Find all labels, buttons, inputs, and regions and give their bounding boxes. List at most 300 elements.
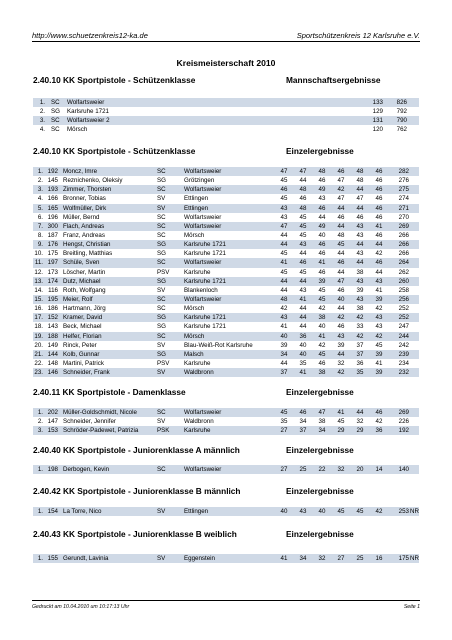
series-score: 41 xyxy=(299,295,307,303)
shooter-name: Martini, Patrick xyxy=(63,359,104,367)
series-score: 43 xyxy=(337,332,345,340)
series-score: 45 xyxy=(299,213,307,221)
result-row xyxy=(33,240,419,249)
section-subtitle: Einzelergebnisse xyxy=(286,445,354,455)
club-class: SV xyxy=(157,418,166,426)
series-score: 22 xyxy=(318,466,326,473)
place: 4. xyxy=(37,195,43,203)
series-score: 44 xyxy=(299,323,307,331)
shooter-name: Roth, Wolfgang xyxy=(63,286,106,294)
individual-results-table xyxy=(33,465,419,474)
club-name: Mörsch xyxy=(184,332,205,340)
series-score: 34 xyxy=(299,555,307,562)
club-class: PSV xyxy=(157,268,170,276)
series-score: 42 xyxy=(318,341,326,349)
place: 1. xyxy=(37,466,43,473)
individual-results-table xyxy=(33,554,419,563)
series-score: 32 xyxy=(337,466,345,473)
series-score: 44 xyxy=(337,268,345,276)
start-number: 155 xyxy=(47,555,58,562)
club-name: Eggenstein xyxy=(184,555,215,562)
place: 20. xyxy=(34,341,43,349)
series-score: 35 xyxy=(299,359,307,367)
club-name: Mörsch xyxy=(184,231,205,239)
series-score: 46 xyxy=(337,323,345,331)
series-score: 40 xyxy=(280,332,288,340)
series-score: 44 xyxy=(280,231,288,239)
shooter-name: Kolb, Gunnar xyxy=(63,350,100,358)
series-score: 41 xyxy=(375,286,383,294)
result-row xyxy=(33,213,419,222)
series-score: 27 xyxy=(280,466,288,473)
series-score: 44 xyxy=(337,305,345,313)
result-row xyxy=(33,222,419,231)
series-score: 38 xyxy=(318,418,326,426)
place: 19. xyxy=(34,332,43,340)
start-number: 145 xyxy=(47,177,58,185)
club-name: Karlsruhe 1721 xyxy=(184,323,226,331)
page-header xyxy=(32,29,420,42)
place: 3. xyxy=(39,117,45,125)
series-score: 48 xyxy=(318,168,326,175)
series-score: 43 xyxy=(318,195,326,203)
total-score: 253 xyxy=(398,508,409,515)
series-score: 25 xyxy=(299,466,307,473)
series-score: 27 xyxy=(337,555,345,562)
team-section-subtitle: Mannschaftsergebnisse xyxy=(286,75,381,85)
club-name: Mörsch xyxy=(184,305,205,313)
series-score: 34 xyxy=(318,427,326,435)
series-score: 48 xyxy=(299,204,307,212)
club-class: SC xyxy=(51,126,60,134)
series-score: 43 xyxy=(356,277,364,285)
total-score: 239 xyxy=(398,350,409,358)
place: 11. xyxy=(34,259,43,267)
club-name: Wolfartsweier xyxy=(67,99,105,106)
series-score: 43 xyxy=(356,250,364,258)
result-row xyxy=(33,341,419,350)
series-score: 47 xyxy=(299,168,307,175)
club-name: Karlsruhe 1721 xyxy=(184,241,226,249)
series-score: 42 xyxy=(337,314,345,322)
series-score: 46 xyxy=(337,286,345,294)
place: 1. xyxy=(37,168,43,175)
result-row xyxy=(33,304,419,313)
series-score: 44 xyxy=(356,259,364,267)
club-name: Wolfartsweier xyxy=(184,295,222,303)
shooter-name: Hengst, Christian xyxy=(63,241,111,249)
start-number: 116 xyxy=(48,286,58,294)
series-score: 45 xyxy=(280,195,288,203)
series-score: 46 xyxy=(375,204,383,212)
club-name: Karlsruhe xyxy=(184,427,211,435)
place: 14. xyxy=(34,286,43,294)
shooter-name: Franz, Andreas xyxy=(63,231,105,239)
result-row xyxy=(33,194,419,203)
club-name: Ettlingen xyxy=(184,195,209,203)
series-score: 44 xyxy=(280,277,288,285)
series-score: 48 xyxy=(280,295,288,303)
place: 9. xyxy=(37,241,43,249)
series-score: 42 xyxy=(375,250,383,258)
series-score: 42 xyxy=(356,314,364,322)
result-row xyxy=(33,268,419,277)
club-name: Blau-Weiß-Rot Karlsruhe xyxy=(184,341,253,349)
result-row xyxy=(33,350,419,359)
series-score: 42 xyxy=(280,305,288,313)
start-number: 175 xyxy=(47,250,58,258)
total-score: 762 xyxy=(396,126,407,134)
club-name: Wolfartsweier 2 xyxy=(67,117,110,125)
series-score: 45 xyxy=(299,231,307,239)
series-score: 46 xyxy=(318,268,326,276)
series-score: 43 xyxy=(299,241,307,249)
series-score: 38 xyxy=(318,369,326,377)
series-score: 43 xyxy=(375,277,383,285)
team-results-table xyxy=(33,98,419,135)
start-number: 195 xyxy=(47,295,58,303)
series-score: 44 xyxy=(337,250,345,258)
shooter-name: Derbogen, Kevin xyxy=(63,466,110,473)
place: 22. xyxy=(34,359,43,367)
series-score: 39 xyxy=(375,350,383,358)
series-score: 39 xyxy=(337,341,345,349)
start-number: 154 xyxy=(47,508,58,515)
total-score: 247 xyxy=(398,323,409,331)
shooter-name: Müller, Bernd xyxy=(63,213,100,221)
club-name: Karlsruhe xyxy=(184,359,211,367)
result-row xyxy=(33,507,419,516)
start-number: 188 xyxy=(47,332,58,340)
result-row xyxy=(33,295,419,304)
start-number: 166 xyxy=(47,195,58,203)
section-subtitle: Einzelergebnisse xyxy=(286,486,354,496)
series-score: 43 xyxy=(375,323,383,331)
result-row xyxy=(33,167,419,176)
start-number: 174 xyxy=(47,277,58,285)
shooter-name: Dutz, Michael xyxy=(63,277,101,285)
place: 4. xyxy=(39,126,45,134)
record-mark: NR xyxy=(410,555,419,562)
club-class: SC xyxy=(157,332,166,340)
series-score: 32 xyxy=(356,418,364,426)
result-row xyxy=(33,417,419,426)
series-score: 44 xyxy=(280,241,288,249)
result-row xyxy=(33,258,419,267)
place: 12. xyxy=(34,268,43,276)
club-class: SC xyxy=(157,409,166,416)
club-name: Mörsch xyxy=(67,126,88,134)
start-number: 173 xyxy=(47,268,58,276)
place: 2. xyxy=(39,108,45,116)
footer-print-date: Gedruckt am 10.04.2010 um 10:17:13 Uhr xyxy=(32,604,130,610)
series-score: 41 xyxy=(375,222,383,230)
club-name: Wolfartsweier xyxy=(184,168,222,175)
series-score: 45 xyxy=(337,508,345,515)
series-score: 46 xyxy=(318,250,326,258)
series-score: 32 xyxy=(318,555,326,562)
total-score: 266 xyxy=(398,231,409,239)
team-section-title: 2.40.10 KK Sportpistole - Schützenklasse xyxy=(33,75,196,85)
shooter-name: Schröder-Padewet, Patrizia xyxy=(63,427,139,435)
total-score: 232 xyxy=(398,369,409,377)
shooter-name: Löscher, Martin xyxy=(63,268,106,276)
series-score: 40 xyxy=(318,231,326,239)
series-score: 40 xyxy=(337,295,345,303)
series-score: 48 xyxy=(356,177,364,185)
series-score: 39 xyxy=(280,341,288,349)
series-score: 32 xyxy=(337,359,345,367)
place: 1. xyxy=(39,99,45,106)
start-number: 143 xyxy=(47,323,58,331)
section-title: 2.40.11 KK Sportpistole - Damenklasse xyxy=(33,387,186,397)
shooter-name: Gerundt, Lavinia xyxy=(63,555,109,562)
result-row xyxy=(33,426,419,435)
series-score: 44 xyxy=(280,359,288,367)
result-row xyxy=(33,231,419,240)
club-name: Wolfartsweier xyxy=(184,409,222,416)
series-score: 39 xyxy=(375,369,383,377)
series-score: 36 xyxy=(299,332,307,340)
result-row xyxy=(33,277,419,286)
series-score: 45 xyxy=(299,222,307,230)
shooter-name: Rinck, Peter xyxy=(63,341,97,349)
shooter-name: Moncz, Imre xyxy=(63,168,98,175)
series-score: 43 xyxy=(356,295,364,303)
shooter-name: Helfer, Florian xyxy=(63,332,102,340)
start-number: 153 xyxy=(47,427,58,435)
place: 5. xyxy=(37,204,43,212)
shooter-name: Schüle, Sven xyxy=(63,259,100,267)
club-class: SC xyxy=(157,259,166,267)
series-score: 37 xyxy=(280,369,288,377)
series-score: 45 xyxy=(337,241,345,249)
shooter-name: Bronner, Tobias xyxy=(63,195,106,203)
series-score: 41 xyxy=(337,409,345,416)
start-number: 148 xyxy=(47,359,58,367)
series-score: 44 xyxy=(299,305,307,313)
total-score: 192 xyxy=(398,427,409,435)
place: 7. xyxy=(37,222,43,230)
series-score: 44 xyxy=(375,268,383,276)
club-name: Ettlingen xyxy=(184,204,209,212)
section-subtitle: Einzelergebnisse xyxy=(286,146,354,156)
series-score: 45 xyxy=(356,508,364,515)
header-url: http://www.schuetzenkreis12-ka.de xyxy=(32,31,148,40)
club-class: SC xyxy=(157,222,166,230)
place: 15. xyxy=(34,295,43,303)
start-number: 144 xyxy=(47,350,58,358)
series-score: 29 xyxy=(337,427,345,435)
section-subtitle: Einzelergebnisse xyxy=(286,387,354,397)
series-score: 42 xyxy=(337,186,345,194)
club-class: SC xyxy=(157,231,166,239)
shooter-name: Kramer, David xyxy=(63,314,103,322)
club-name: Malsch xyxy=(184,350,204,358)
series-score: 14 xyxy=(375,466,383,473)
club-class: SC xyxy=(157,466,166,473)
series-score: 36 xyxy=(356,359,364,367)
total-score: 275 xyxy=(398,186,409,194)
result-row xyxy=(33,176,419,185)
place: 21. xyxy=(34,350,43,358)
series-score: 39 xyxy=(318,277,326,285)
start-number: 197 xyxy=(47,259,58,267)
series-score: 29 xyxy=(356,427,364,435)
team-row xyxy=(33,125,419,134)
place: 17. xyxy=(34,314,43,322)
club-name: Karlsruhe 1721 xyxy=(184,250,226,258)
section-subtitle: Einzelergebnisse xyxy=(286,529,354,539)
club-class: SC xyxy=(157,168,166,175)
shooter-name: Reznichenko, Oleksiy xyxy=(63,177,123,185)
shooter-name: La Torre, Nico xyxy=(63,508,102,515)
club-name: Karlsruhe 1721 xyxy=(67,108,109,116)
series-score: 43 xyxy=(299,508,307,515)
place: 2. xyxy=(37,177,43,185)
series-score: 42 xyxy=(337,369,345,377)
place: 1. xyxy=(37,409,43,416)
series-score: 46 xyxy=(375,213,383,221)
club-name: Karlsruhe xyxy=(184,268,211,276)
club-class: SG xyxy=(157,323,166,331)
footer-page-number: Seite 1 xyxy=(403,604,420,610)
series-score: 42 xyxy=(375,332,383,340)
series-score: 41 xyxy=(280,323,288,331)
total-score: 244 xyxy=(398,332,409,340)
series-score: 35 xyxy=(280,418,288,426)
total-score: 270 xyxy=(398,213,409,221)
series-score: 27 xyxy=(280,427,288,435)
shooter-name: Zimmer, Thorsten xyxy=(63,186,112,194)
result-row xyxy=(33,313,419,322)
series-score: 47 xyxy=(356,195,364,203)
series-score: 34 xyxy=(280,350,288,358)
shooter-name: Müller-Goldschmidt, Nicole xyxy=(63,409,137,416)
start-number: 193 xyxy=(47,186,58,194)
series-score: 46 xyxy=(318,359,326,367)
series-score: 43 xyxy=(299,286,307,294)
series-score: 41 xyxy=(280,259,288,267)
series-score: 42 xyxy=(356,332,364,340)
series-score: 44 xyxy=(280,286,288,294)
result-row xyxy=(33,185,419,194)
result-row xyxy=(33,322,419,331)
series-score: 46 xyxy=(375,186,383,194)
series-score: 43 xyxy=(375,314,383,322)
series-score: 45 xyxy=(280,177,288,185)
series-score: 42 xyxy=(375,418,383,426)
club-name: Wolfartsweier xyxy=(184,222,222,230)
series-score: 45 xyxy=(375,341,383,349)
total-score: 260 xyxy=(398,277,409,285)
total-score: 269 xyxy=(398,409,409,416)
total-score: 262 xyxy=(398,268,409,276)
start-number: 196 xyxy=(47,213,58,221)
section-title: 2.40.42 KK Sportpistole - Juniorenklasse B männlich xyxy=(33,486,241,496)
club-name: Wolfartsweier xyxy=(184,213,222,221)
series-score: 43 xyxy=(280,204,288,212)
series-score: 40 xyxy=(280,508,288,515)
start-number: 176 xyxy=(47,241,58,249)
series-score: 40 xyxy=(318,508,326,515)
series-score: 44 xyxy=(318,213,326,221)
series-score: 37 xyxy=(356,350,364,358)
series-score: 49 xyxy=(318,186,326,194)
start-number: 147 xyxy=(47,418,58,426)
place: 16. xyxy=(34,305,43,313)
result-row xyxy=(33,286,419,295)
series-score: 43 xyxy=(280,314,288,322)
series-score: 41 xyxy=(299,369,307,377)
series-score: 33 xyxy=(356,323,364,331)
club-name: Grötzingen xyxy=(184,177,215,185)
series-score: 43 xyxy=(356,222,364,230)
series-score: 46 xyxy=(375,195,383,203)
series-score: 46 xyxy=(299,195,307,203)
shooter-name: Meier, Rolf xyxy=(63,295,93,303)
series-score: 44 xyxy=(356,204,364,212)
club-class: SC xyxy=(157,295,166,303)
series-score: 133 xyxy=(372,99,383,106)
series-score: 45 xyxy=(280,250,288,258)
start-number: 300 xyxy=(47,222,58,230)
club-class: SV xyxy=(157,195,166,203)
total-score: 242 xyxy=(398,341,409,349)
series-score: 46 xyxy=(375,259,383,267)
club-class: SC xyxy=(51,99,60,106)
series-score: 46 xyxy=(318,177,326,185)
team-row xyxy=(33,116,419,125)
series-score: 36 xyxy=(375,427,383,435)
total-score: 252 xyxy=(398,305,409,313)
shooter-name: Schneider, Jennifer xyxy=(63,418,116,426)
result-row xyxy=(33,204,419,213)
series-score: 47 xyxy=(280,168,288,175)
club-class: SV xyxy=(157,555,166,562)
club-name: Wolfartsweier xyxy=(184,259,222,267)
result-row xyxy=(33,249,419,258)
team-row xyxy=(33,98,419,107)
series-score: 48 xyxy=(299,186,307,194)
series-score: 20 xyxy=(356,466,364,473)
start-number: 186 xyxy=(47,305,58,313)
individual-results-table xyxy=(33,167,419,377)
result-row xyxy=(33,408,419,417)
series-score: 46 xyxy=(375,409,383,416)
series-score: 44 xyxy=(299,277,307,285)
place: 2. xyxy=(37,418,43,426)
series-score: 46 xyxy=(375,177,383,185)
series-score: 41 xyxy=(375,359,383,367)
club-class: SC xyxy=(51,117,60,125)
club-class: SV xyxy=(157,369,166,377)
place: 3. xyxy=(37,427,43,435)
series-score: 45 xyxy=(337,418,345,426)
series-score: 44 xyxy=(356,241,364,249)
start-number: 149 xyxy=(47,341,58,349)
series-score: 45 xyxy=(318,286,326,294)
series-score: 46 xyxy=(375,168,383,175)
series-score: 42 xyxy=(375,305,383,313)
series-score: 42 xyxy=(375,508,383,515)
series-score: 49 xyxy=(318,222,326,230)
series-score: 131 xyxy=(372,117,383,125)
shooter-name: Hartmann, Jörg xyxy=(63,305,106,313)
place: 8. xyxy=(37,231,43,239)
series-score: 44 xyxy=(337,350,345,358)
series-score: 46 xyxy=(299,409,307,416)
